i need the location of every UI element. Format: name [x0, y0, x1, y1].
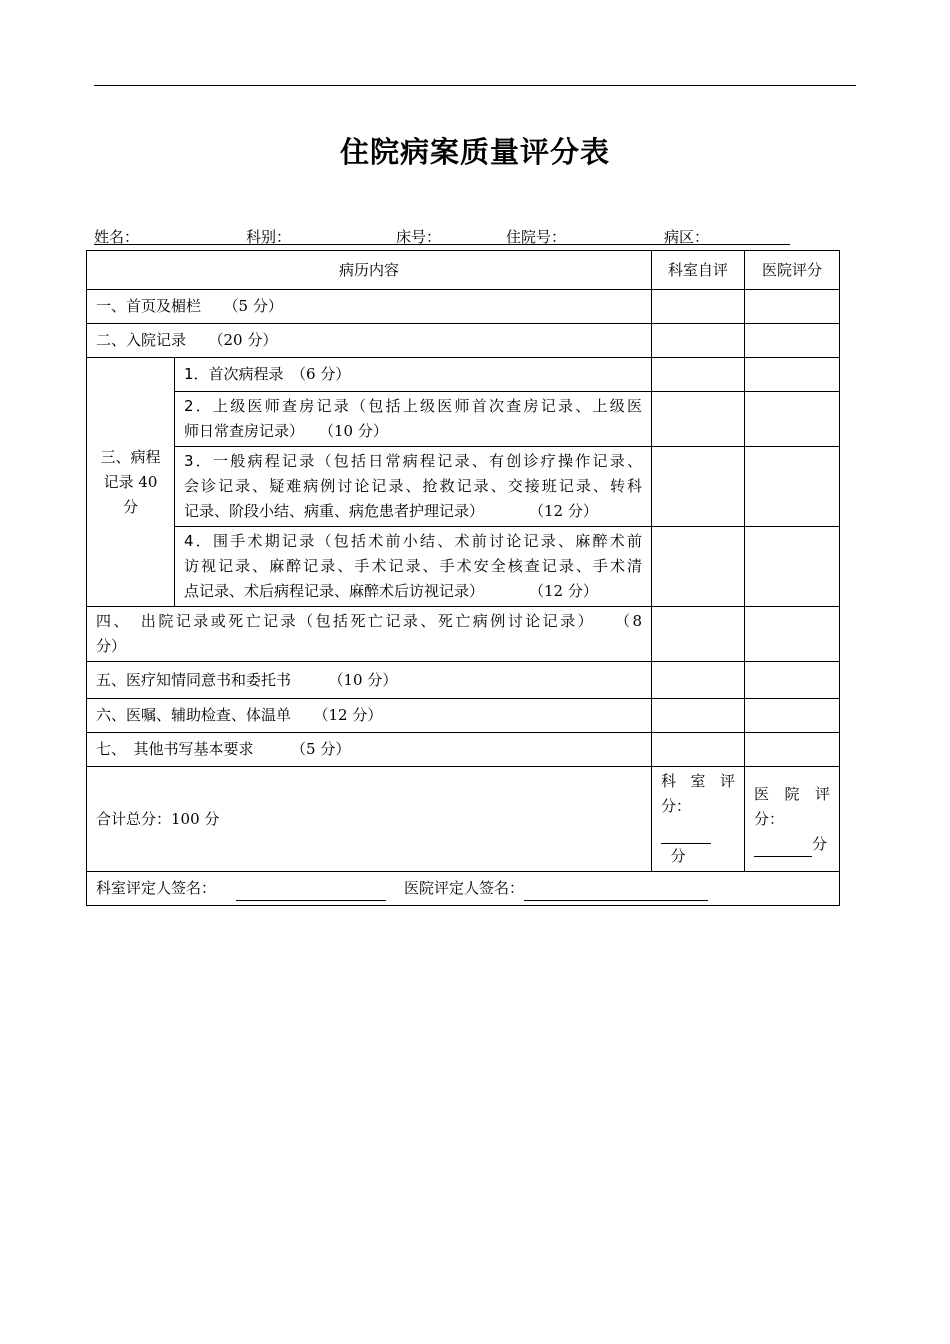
row-superior-rounds: [175, 392, 652, 447]
header-row: [87, 251, 840, 290]
hospital-score-cell[interactable]: [745, 607, 840, 662]
row-consent-forms: 五、医疗知情同意书和委托书 （10 分）: [87, 662, 652, 699]
dept-score-cell[interactable]: [652, 527, 745, 607]
item-line: [184, 529, 642, 554]
hospital-signer-label: 医院评定人签名：: [404, 879, 525, 897]
hospital-score-cell[interactable]: [745, 358, 840, 392]
dept-score-cell[interactable]: [652, 290, 745, 324]
table-row: [87, 324, 840, 358]
row-orders-tests: 六、医嘱、辅助检查、体温单 （12 分）: [87, 699, 652, 733]
score-blank[interactable]: [661, 825, 711, 844]
item-line: [184, 394, 642, 419]
hospital-total-label: 医 院 评 分：: [754, 784, 831, 828]
table-row: [87, 527, 840, 607]
total-row: [87, 767, 840, 872]
score-unit: 分: [670, 847, 686, 865]
item-line: 会诊记录、疑难病例讨论记录、抢救记录、交接班记录、转科: [184, 477, 643, 495]
row-admission-record: 二、入院记录 （20 分）: [87, 324, 652, 358]
dept-score-cell[interactable]: [652, 358, 745, 392]
col-header-hospital: 医院评分: [745, 251, 840, 290]
row-first-progress: [175, 358, 652, 392]
table-row: [87, 290, 840, 324]
dept-signature-field[interactable]: [236, 882, 386, 901]
row-perioperative: [175, 527, 652, 607]
dept-score-cell[interactable]: [652, 392, 745, 447]
hospital-score-cell[interactable]: [745, 290, 840, 324]
signature-row: [87, 872, 840, 906]
hospital-score-cell[interactable]: [745, 392, 840, 447]
total-score-label: 合计总分：100 分: [87, 767, 652, 872]
dept-score-cell[interactable]: [652, 447, 745, 527]
info-underline: [94, 244, 790, 245]
row-discharge-record: [87, 607, 652, 662]
item-line: 访视记录、麻醉记录、手术记录、手术安全核查记录、手术清: [184, 557, 643, 575]
row-general-progress: [175, 447, 652, 527]
item-line: 师日常查房记录） （10 分）: [184, 422, 388, 440]
item-text: 围手术期记录（包括术前小结、术前讨论记录、麻醉术前: [213, 532, 643, 550]
dept-total-blank[interactable]: [661, 819, 735, 869]
top-rule: [94, 85, 856, 86]
dept-total-cell[interactable]: [652, 767, 745, 872]
hospital-total-blank[interactable]: [754, 832, 830, 857]
item-number: 4．: [184, 532, 214, 550]
dept-score-cell[interactable]: [652, 662, 745, 699]
dept-total-label: 科 室 评 分：: [661, 772, 736, 815]
hospital-score-cell[interactable]: [745, 527, 840, 607]
col-header-content: 病历内容: [87, 251, 652, 290]
dept-score-cell[interactable]: [652, 699, 745, 733]
name-label: 姓名：: [94, 228, 140, 246]
row-homepage: 一、首页及楣栏 （5 分）: [87, 290, 652, 324]
table-row: [87, 358, 840, 392]
hospital-score-cell[interactable]: [745, 447, 840, 527]
table-row: [87, 607, 840, 662]
item-number: 2．: [184, 397, 214, 415]
table-row: [87, 699, 840, 733]
item-line: 记录、阶段小结、病重、病危患者护理记录） （12 分）: [184, 502, 598, 520]
signature-cell: [87, 872, 840, 906]
dept-score-cell[interactable]: [652, 324, 745, 358]
department-label: 科别：: [246, 228, 292, 246]
score-unit: 分: [812, 834, 828, 853]
item-line: 分）: [96, 637, 127, 655]
item-line: 四、 出院记录或死亡记录（包括死亡记录、死亡病例讨论记录） （8: [96, 612, 643, 630]
item-line: 点记录、术后病程记录、麻醉术后访视记录） （12 分）: [184, 582, 598, 600]
score-blank[interactable]: [754, 838, 812, 857]
hospital-score-cell[interactable]: [745, 733, 840, 767]
hospital-total-cell[interactable]: [745, 767, 840, 872]
score-table: [86, 250, 840, 906]
bed-label: 床号：: [396, 228, 442, 246]
table-row: [87, 662, 840, 699]
ward-label: 病区：: [664, 228, 710, 246]
row-progress-group: 三、病程记录 40 分: [87, 358, 175, 607]
item-number: 1．: [184, 365, 209, 383]
item-text: 一般病程记录（包括日常病程记录、有创诊疗操作记录、: [213, 452, 643, 470]
table-row: [87, 733, 840, 767]
dept-score-cell[interactable]: [652, 733, 745, 767]
table-row: [87, 392, 840, 447]
hospital-signature-field[interactable]: [524, 882, 708, 901]
dept-signer-label: 科室评定人签名：: [96, 879, 217, 897]
item-text: 上级医师查房记录（包括上级医师首次查房记录、上级医: [213, 397, 643, 415]
hospital-score-cell[interactable]: [745, 324, 840, 358]
dept-score-cell[interactable]: [652, 607, 745, 662]
row-writing-requirements: 七、 其他书写基本要求 （5 分）: [87, 733, 652, 767]
hospital-score-cell[interactable]: [745, 662, 840, 699]
item-line: [184, 449, 642, 474]
item-number: 3．: [184, 452, 214, 470]
page-title: 住院病案质量评分表: [339, 135, 610, 169]
item-text: 首次病程录 （6 分）: [208, 365, 351, 383]
table-row: [87, 447, 840, 527]
col-header-dept-self: 科室自评: [652, 251, 745, 290]
admission-no-label: 住院号：: [506, 228, 567, 246]
hospital-score-cell[interactable]: [745, 699, 840, 733]
